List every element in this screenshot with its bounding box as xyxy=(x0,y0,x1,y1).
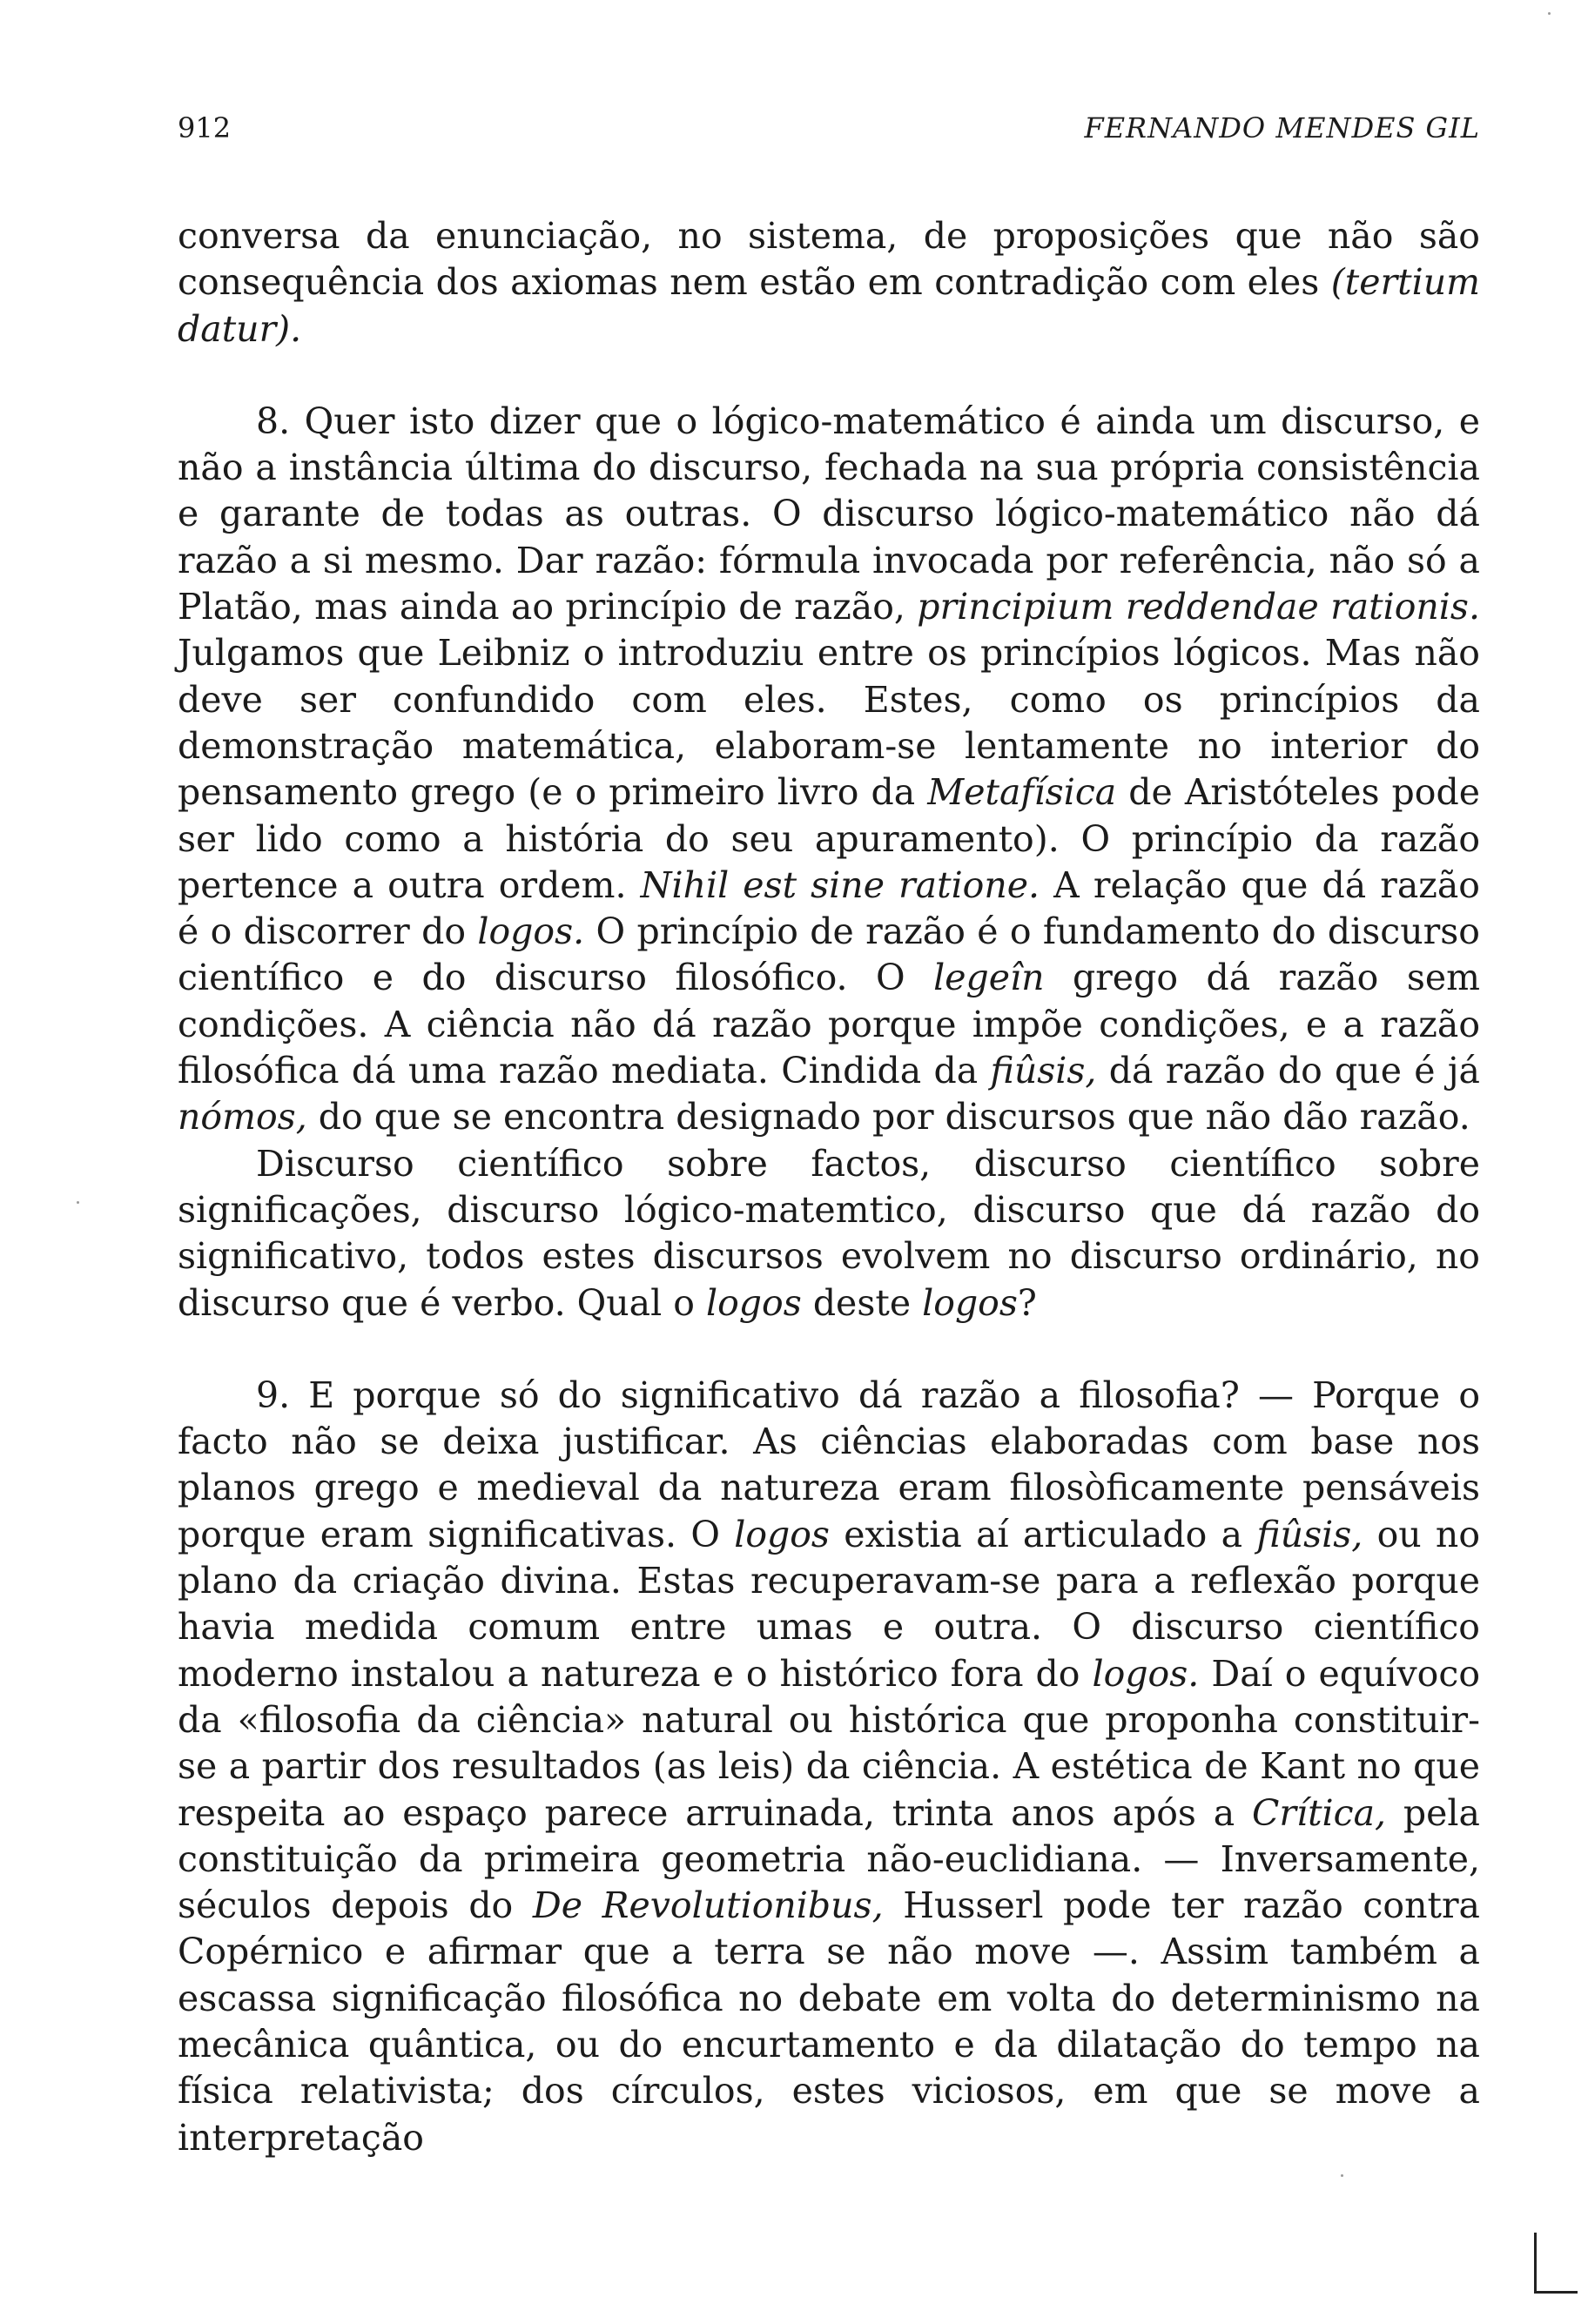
paragraph xyxy=(178,213,1480,353)
italic-term: logos. xyxy=(477,910,585,953)
running-head-author: FERNANDO MENDES GIL xyxy=(1084,111,1480,144)
scan-speck xyxy=(1548,12,1551,15)
text-run: dá razão do que é já xyxy=(1096,1050,1480,1092)
italic-term: fiûsis, xyxy=(990,1050,1097,1092)
text-run: ou no plano da criação divina. Estas recuperavam-se para a reflexão porque havia medida comum entre umas e outra. O discurso científico moderno instalou a natureza e o histórico fora do xyxy=(178,1513,1481,1695)
italic-term: De Revolutionibus, xyxy=(532,1884,884,1927)
text-run: grego dá razão sem condições. A ciência não dá razão porque impõe condições, e a razão filosófica dá uma razão mediata. Cindida da xyxy=(178,957,1481,1092)
italic-term: principium reddendae rationis. xyxy=(917,586,1480,628)
text-run: Husserl pode ter razão contra Copérnico e afirmar que a terra se não move —. Assim também a escassa significação filosófica no debate em volta do determinismo na mecânica quântica, ou do encurtamento e da dilatação do tempo na física relativista; dos círculos, estes viciosos, em que se move a interpretação xyxy=(178,1884,1480,2159)
running-header xyxy=(178,111,1480,153)
italic-term: logos xyxy=(706,1281,802,1324)
italic-term: Nihil est sine ratione. xyxy=(640,863,1040,906)
text-run: A relação que dá razão é o discorrer do xyxy=(178,863,1480,953)
italic-term: logos xyxy=(922,1281,1018,1324)
text-run: Julgamos que Leibniz o introduziu entre os princípios lógicos. Mas não deve ser confundido com eles. Estes, como os princípios da demonstração matemática, elaboram-se lentamente no interior do pensamento grego (e o primeiro livro da xyxy=(178,632,1480,814)
paragraph xyxy=(178,399,1480,1141)
crop-mark xyxy=(1534,2233,1578,2294)
italic-term: Crítica, xyxy=(1251,1791,1387,1834)
scan-speck xyxy=(77,1201,79,1204)
paragraph xyxy=(178,1141,1480,1327)
scan-speck xyxy=(1341,2174,1343,2177)
page-number: 912 xyxy=(178,111,232,144)
italic-term: logos xyxy=(734,1513,830,1555)
paragraph xyxy=(178,1373,1480,2161)
text-run: do que se encontra designado por discursos que não dão razão. xyxy=(306,1096,1470,1138)
text-run: conversa da enunciação, no sistema, de proposições que não são consequência dos axiomas nem estão em contradição com eles xyxy=(178,215,1480,304)
text-run: existia aí articulado a xyxy=(829,1513,1257,1555)
text-run: de Aristóteles pode ser lido como a história do seu apuramento). O princípio da razão pertence a outra ordem. xyxy=(178,771,1480,906)
text-run: 8. Quer isto dizer que o lógico-matemático é ainda um discurso, e não a instância última do discurso, fechada na sua própria consistência e garante de todas as outras. O discurso lógico-matemático não dá razão a si mesmo. Dar razão: fórmula invocada por referência, não só a Platão, mas ainda ao princípio de razão, xyxy=(178,400,1480,628)
text-run: Discurso científico sobre factos, discurso científico sobre significações, discurso lógico-matemtico, discurso que dá razão do significativo, todos estes discursos evolvem no discurso ordinário, no discurso que é verbo. Qual o xyxy=(178,1142,1480,1324)
italic-term: (tertium datur). xyxy=(178,261,1480,350)
italic-term: Metafísica xyxy=(927,771,1117,814)
italic-term: logos. xyxy=(1092,1652,1200,1695)
text-run: deste xyxy=(801,1281,923,1324)
italic-term: fiûsis, xyxy=(1256,1513,1363,1555)
text-run: 9. E porque só do significativo dá razão a filosofia? — Porque o facto não se deixa justificar. As ciências elaboradas com base nos planos grego e medieval da natureza eram filosòficamente pensáveis porque eram significativas. O xyxy=(178,1374,1480,1555)
italic-term: legeîn xyxy=(933,957,1045,999)
text-run: Daí o equívoco da «filosofia da ciência» natural ou histórica que proponha constituir-se a partir dos resultados (as leis) da ciência. A estética de Kant no que respeita ao espaço parece arruinada, trinta anos após a xyxy=(178,1652,1481,1834)
text-run: ? xyxy=(1017,1281,1037,1324)
italic-term: nómos, xyxy=(178,1096,307,1138)
text-run: O princípio de razão é o fundamento do discurso científico e do discurso filosófico. O xyxy=(178,910,1480,999)
body-text xyxy=(178,213,1480,2161)
text-run: pela constituição da primeira geometria não-euclidiana. — Inversamente, séculos depois do xyxy=(178,1791,1480,1927)
